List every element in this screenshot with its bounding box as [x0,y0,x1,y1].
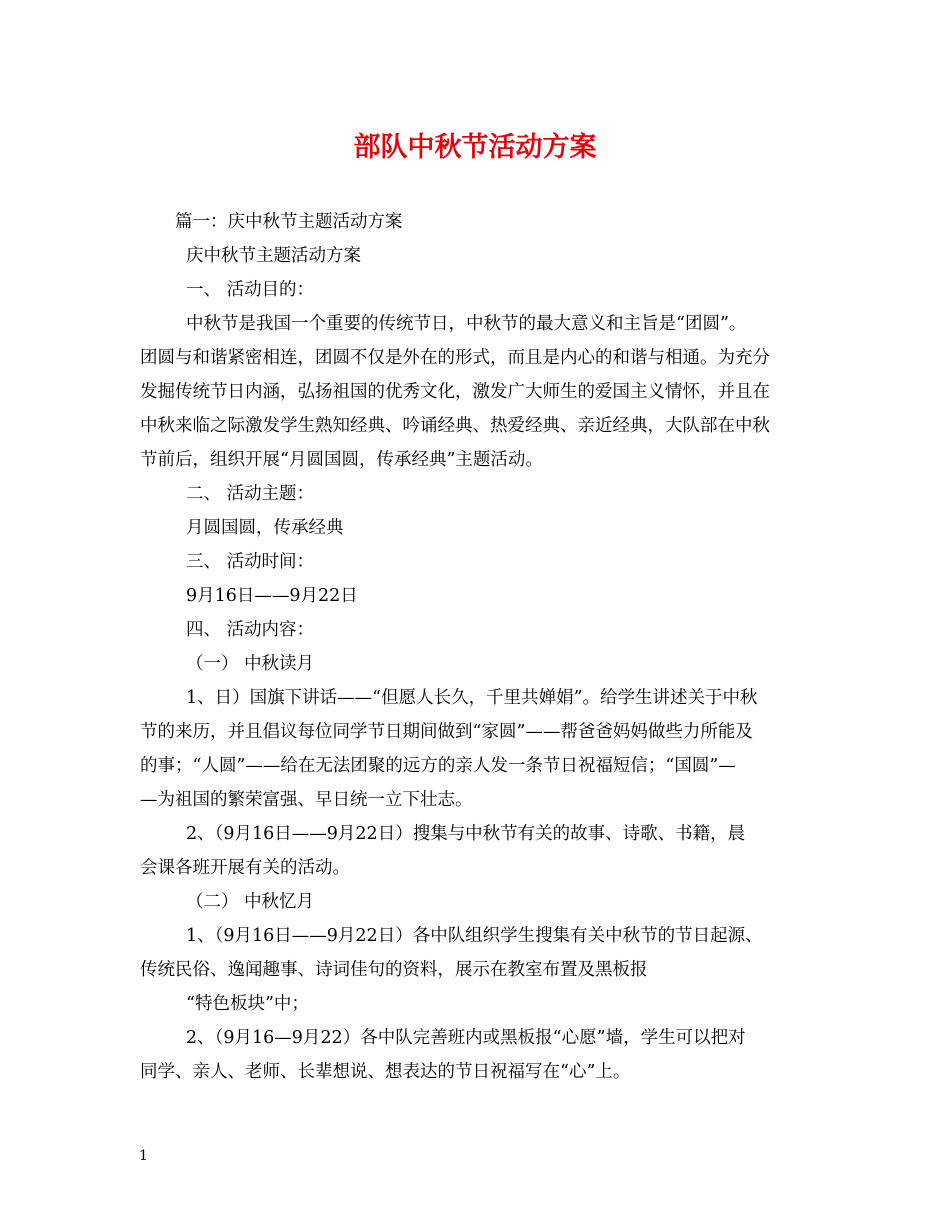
paragraph-line: 中秋来临之际激发学生熟知经典、吟诵经典、热爱经典、亲近经典，大队部在中秋 [140,416,770,436]
paragraph-line: “特色板块”中； [186,994,309,1014]
section-heading-1: 篇一：庆中秋节主题活动方案 [175,212,403,232]
subtitle: 庆中秋节主题活动方案 [186,246,361,266]
subheading-recall-moon: （二） 中秋忆月 [186,892,315,912]
paragraph-line: —为祖国的繁荣富强、早日统一立下壮志。 [140,790,473,810]
paragraph-line: 的事；“人圆”——给在无法团聚的远方的亲人发一条节日祝福短信；“国圆”— [140,756,736,776]
paragraph-line: 会课各班开展有关的活动。 [140,858,350,878]
heading-theme: 二、 活动主题： [186,484,315,504]
paragraph-line: 团圆与和谐紧密相连，团圆不仅是外在的形式，而且是内心的和谐与相通。为充分 [140,348,770,368]
document-title: 部队中秋节活动方案 [353,132,597,163]
heading-content: 四、 活动内容： [186,620,315,640]
paragraph-line: 1、（9月16日——9月22日）各中队组织学生搜集有关中秋节的节日起源、 [186,926,763,946]
paragraph-line: 2、（9月16—9月22）各中队完善班内或黑板报“心愿”墙，学生可以把对 [186,1028,746,1048]
paragraph-line: 中秋节是我国一个重要的传统节日，中秋节的最大意义和主旨是“团圆”。 [186,314,747,334]
paragraph-line: 节的来历，并且倡议每位同学节日期间做到“家圆”——帮爸爸妈妈做些力所能及 [140,722,753,742]
paragraph-line: 2、（9月16日——9月22日）搜集与中秋节有关的故事、诗歌、书籍，晨 [186,824,746,844]
paragraph-line: 传统民俗、逸闻趣事、诗词佳句的资料，展示在教室布置及黑板报 [140,960,648,980]
page-number: 1 [139,1148,148,1164]
heading-purpose: 一、 活动目的： [186,280,315,300]
paragraph-line: 节前后，组织开展“月圆国圆，传承经典”主题活动。 [140,450,543,470]
paragraph-line: 发掘传统节日内涵，弘扬祖国的优秀文化，激发广大师生的爱国主义情怀，并且在 [140,382,770,402]
paragraph-line: 同学、亲人、老师、长辈想说、想表达的节日祝福写在“心”上。 [140,1062,631,1082]
heading-time: 三、 活动时间： [186,552,315,572]
theme-text: 月圆国圆，传承经典 [186,518,344,538]
time-text: 9月16日——9月22日 [186,586,358,606]
paragraph-line: 1、日）国旗下讲话——“但愿人长久，千里共婵娟”。给学生讲述关于中秋 [186,688,758,708]
subheading-read-moon: （一） 中秋读月 [186,654,315,674]
